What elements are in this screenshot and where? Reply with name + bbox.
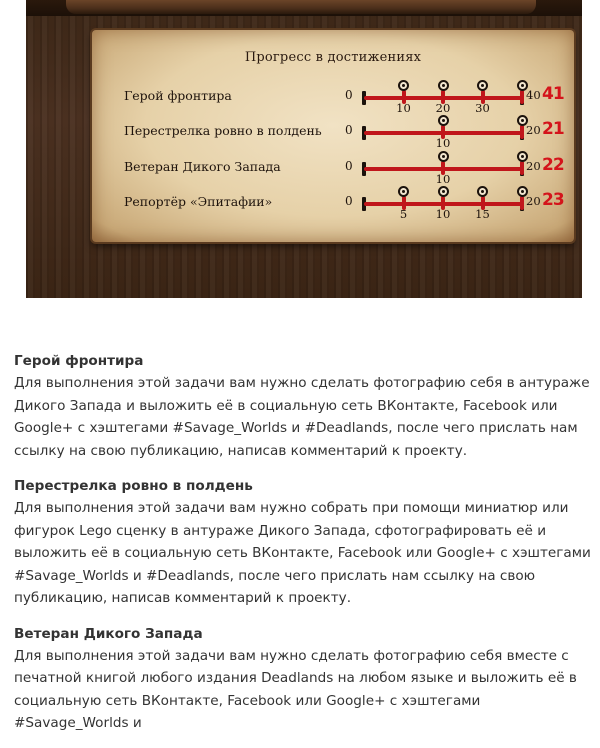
score-value: 22 — [542, 155, 564, 175]
target-icon — [398, 186, 409, 197]
min-value: 0 — [345, 123, 353, 137]
achievement-label: Перестрелка ровно в полдень — [124, 123, 322, 138]
min-value: 0 — [345, 88, 353, 102]
tick-label: 15 — [475, 207, 490, 221]
section-wild-west-veteran — [14, 623, 594, 735]
section-text: Для выполнения этой задачи вам нужно сделать фотографию себя в антураже Дикого Запада и выложить её в социальную сеть ВКонтакте, Facebook или Google+ с хэштегами #Savage_Worlds и #Deadlands, после чего прислать нам ссылку на свою публикацию, написав комментарий к проекту. — [14, 375, 590, 459]
score-value: 23 — [542, 190, 564, 210]
score-value: 21 — [542, 119, 564, 139]
end-marker — [520, 90, 524, 104]
progress-title: Прогресс в достижениях — [244, 50, 422, 65]
section-title: Перестрелка ровно в полдень — [14, 478, 253, 494]
min-value: 0 — [345, 194, 353, 208]
progress-parchment — [92, 30, 574, 242]
target-icon — [477, 80, 488, 91]
section-text: Для выполнения этой задачи вам нужно собрать при помощи миниатюр или фигурок Lego сценку в антураже Дикого Запада, сфотографировать её и выложить её в социальную сеть ВКонтакте, Facebook или Google+ с хэштегами #Savage_Worlds и #Deadlands, после чего прислать нам ссылку на свою публикацию, написав комментарий к проекту. — [14, 500, 591, 606]
achievements-board — [26, 0, 582, 298]
end-marker — [520, 196, 524, 210]
end-marker — [520, 161, 524, 175]
tick-label: 10 — [396, 101, 411, 115]
tick-label: 10 — [435, 172, 451, 186]
target-icon — [398, 80, 409, 91]
tick-label: 10 — [435, 207, 451, 221]
min-value: 0 — [345, 159, 353, 173]
section-high-noon — [14, 475, 594, 610]
achievements-description — [14, 350, 594, 748]
section-text: Для выполнения этой задачи вам нужно сделать фотографию себя вместе с печатной книгой любого издания Deadlands на любом языке и выложить её в социальную сеть ВКонтакте, Facebook или Google+ с хэштегами #Savage_Worlds и — [14, 647, 577, 731]
board-rail — [66, 0, 536, 14]
target-icon — [438, 151, 449, 162]
achievement-label: Репортёр «Эпитафии» — [124, 194, 273, 209]
score-value: 41 — [542, 84, 564, 104]
achievement-label: Герой фронтира — [124, 88, 232, 103]
target-icon — [438, 115, 449, 126]
tick-label: 30 — [475, 101, 490, 115]
max-value: 40 — [526, 88, 541, 102]
max-value: 20 — [526, 123, 541, 137]
target-icon — [438, 186, 449, 197]
max-value: 20 — [526, 194, 541, 208]
achievement-label: Ветеран Дикого Запада — [124, 159, 281, 174]
target-icon — [438, 80, 449, 91]
max-value: 20 — [526, 159, 541, 173]
section-title: Ветеран Дикого Запада — [14, 625, 203, 642]
tick-label: 5 — [399, 207, 408, 221]
tick-label: 10 — [435, 136, 451, 150]
end-marker — [520, 125, 524, 139]
target-icon — [477, 186, 488, 197]
section-title: Герой фронтира — [14, 353, 144, 369]
tick-label: 20 — [435, 101, 451, 115]
section-frontier-hero — [14, 350, 594, 462]
